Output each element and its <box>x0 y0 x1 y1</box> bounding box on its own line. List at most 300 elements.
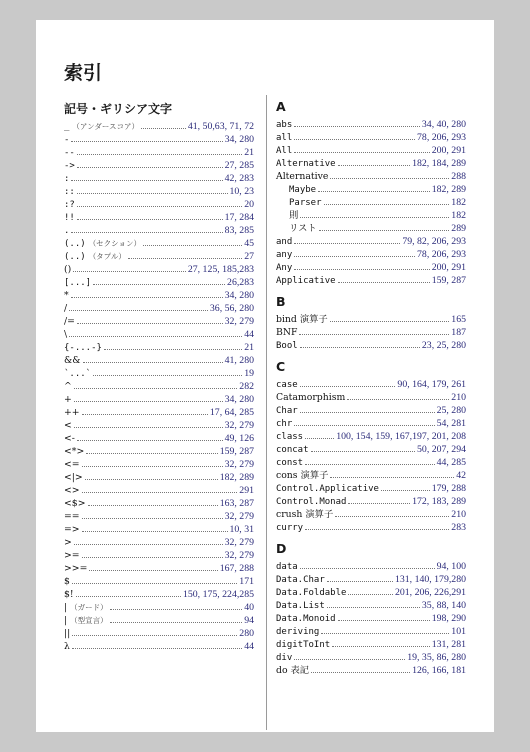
index-entry <box>64 523 254 536</box>
leader-dots <box>85 471 218 480</box>
entry-pages: 210 <box>451 509 466 520</box>
entry-pages: 23, 25, 280 <box>421 340 466 351</box>
index-entry <box>276 469 466 482</box>
index-entry <box>276 482 466 495</box>
entry-term: >= <box>64 550 80 561</box>
leader-dots <box>110 614 243 623</box>
entry-pages: 90, 164, 179, 261 <box>397 379 466 390</box>
leader-dots <box>77 146 242 155</box>
index-entry <box>64 497 254 510</box>
index-entry <box>276 612 466 625</box>
leader-dots <box>104 341 242 350</box>
index-subentry <box>276 196 466 209</box>
leader-dots <box>83 354 223 363</box>
entry-pages: 27, 125, 185,283 <box>187 264 254 275</box>
entry-pages: 187 <box>451 327 466 338</box>
leader-dots <box>86 445 217 454</box>
entry-term: const <box>276 458 304 468</box>
entry-term: {-...-} <box>64 343 102 353</box>
entry-pages: 21 <box>244 342 254 353</box>
index-entry <box>64 510 254 523</box>
entry-term: <$> <box>64 498 86 509</box>
index-entry <box>276 521 466 534</box>
leader-dots <box>348 495 410 504</box>
leader-dots <box>93 276 225 285</box>
leader-dots <box>74 380 238 389</box>
entry-term: Alternative <box>276 159 336 169</box>
entry-term: crush 演算子 <box>276 509 334 520</box>
index-section-c <box>276 356 466 534</box>
leader-dots <box>311 664 410 673</box>
entry-pages: 210 <box>451 392 466 403</box>
index-entry <box>276 274 466 287</box>
leader-dots <box>300 339 420 348</box>
leader-dots <box>74 419 223 428</box>
entry-term: && <box>64 355 81 366</box>
entry-term: abs <box>276 120 293 130</box>
entry-term: >>= <box>64 563 88 574</box>
leader-dots <box>128 250 242 259</box>
leader-dots <box>77 198 242 207</box>
entry-pages: 172, 183, 289 <box>412 496 466 507</box>
leader-dots <box>299 326 449 335</box>
entry-pages: 291 <box>239 485 254 496</box>
leader-dots <box>319 222 450 231</box>
entry-term: [...] <box>64 278 92 288</box>
leader-dots <box>73 263 186 272</box>
index-entry <box>276 235 466 248</box>
leader-dots <box>82 510 223 519</box>
symbols-section-title: 記号・ギリシア文字 <box>64 102 173 116</box>
entry-pages: 50, 207, 294 <box>417 444 466 455</box>
entry-term: div <box>276 653 293 663</box>
entry-term: cons 演算子 <box>276 470 329 481</box>
leader-dots <box>71 172 222 181</box>
index-entry <box>276 430 466 443</box>
entry-pages: 32, 279 <box>224 316 254 327</box>
entry-pages: 79, 82, 206, 293 <box>402 236 466 247</box>
entry-term: chr <box>276 419 293 429</box>
entry-pages: 289 <box>451 223 466 234</box>
entry-term: BNF <box>276 327 298 338</box>
entry-term: Applicative <box>276 276 336 286</box>
entry-term: ^ <box>64 381 72 392</box>
entry-note: （型宣言） <box>70 616 108 625</box>
entry-pages: 10, 23 <box>229 186 254 197</box>
index-entry <box>64 367 254 380</box>
entry-term: : <box>64 174 70 184</box>
index-entry <box>276 638 466 651</box>
index-entry <box>276 456 466 469</box>
entry-note: （タプル） <box>88 252 126 261</box>
leader-dots <box>71 289 223 298</box>
entry-term: < <box>64 420 72 431</box>
entry-pages: 78, 206, 293 <box>417 132 466 143</box>
leader-dots <box>327 573 393 582</box>
entry-term: 則 <box>289 210 299 221</box>
leader-dots <box>330 469 454 478</box>
leader-dots <box>110 601 243 610</box>
entry-term: /= <box>64 316 75 327</box>
entry-pages: 17, 284 <box>224 212 254 223</box>
leader-dots <box>88 497 218 506</box>
entry-pages: 182, 289 <box>219 472 254 483</box>
leader-dots <box>141 120 186 129</box>
entry-term: Char <box>276 406 298 416</box>
entry-pages: 165 <box>451 314 466 325</box>
leader-dots <box>93 367 242 376</box>
entry-pages: 94 <box>244 615 254 626</box>
leader-dots <box>294 261 429 270</box>
entry-term: Data.Char <box>276 575 325 585</box>
index-entry <box>64 159 254 172</box>
page-title: 索引 <box>64 62 103 84</box>
leader-dots <box>321 625 449 634</box>
entry-pages: 167, 288 <box>219 563 254 574</box>
entry-pages: 40 <box>244 602 254 613</box>
index-entry <box>276 313 466 326</box>
index-entry <box>64 341 254 354</box>
index-entry <box>64 250 254 263</box>
entry-term: Maybe <box>289 185 317 195</box>
entry-term: \ <box>64 329 68 340</box>
entry-term: case <box>276 380 298 390</box>
entry-pages: 34, 280 <box>224 134 254 145</box>
leader-dots <box>72 640 242 649</box>
leader-dots <box>77 211 223 220</box>
entry-term: Catamorphism <box>276 392 346 403</box>
leader-dots <box>332 638 430 647</box>
entry-term: == <box>64 511 80 522</box>
index-entry <box>64 575 254 588</box>
entry-pages: 25, 280 <box>436 405 466 416</box>
entry-term: | <box>64 615 68 626</box>
entry-pages: 200, 291 <box>431 262 466 273</box>
index-entry <box>276 625 466 638</box>
index-page <box>36 20 494 732</box>
entry-pages: 19, 35, 86, 280 <box>407 652 466 663</box>
index-entry <box>276 560 466 573</box>
index-entry <box>276 664 466 677</box>
index-entry <box>64 614 254 627</box>
leader-dots <box>294 118 420 127</box>
entry-term: λ <box>64 641 70 652</box>
entry-pages: 101 <box>451 626 466 637</box>
entry-term: Bool <box>276 341 298 351</box>
index-entry <box>276 157 466 170</box>
leader-dots <box>82 458 223 467</box>
index-entry <box>64 211 254 224</box>
entry-term: -- <box>64 148 75 158</box>
entry-pages: 182, 184, 289 <box>412 158 466 169</box>
entry-term: Parser <box>289 198 322 208</box>
entry-pages: 21 <box>244 147 254 158</box>
entry-term: ++ <box>64 407 80 418</box>
index-entry <box>64 120 254 133</box>
leader-dots <box>77 315 223 324</box>
index-entry <box>64 562 254 575</box>
index-entry <box>64 484 254 497</box>
leader-dots <box>300 209 449 218</box>
entry-pages: 126, 166, 181 <box>412 665 466 676</box>
entry-term: all <box>276 133 293 143</box>
leader-dots <box>294 131 415 140</box>
leader-dots <box>318 183 430 192</box>
entry-term: - <box>64 135 70 145</box>
index-entry <box>276 118 466 131</box>
index-subentry <box>276 183 466 196</box>
leader-dots <box>82 484 238 493</box>
entry-pages: 42, 283 <box>224 173 254 184</box>
entry-pages: 201, 206, 226,291 <box>394 587 466 598</box>
entry-pages: 150, 175, 224,285 <box>182 589 254 600</box>
index-entry <box>64 354 254 367</box>
index-entry <box>64 458 254 471</box>
entry-pages: 288 <box>451 171 466 182</box>
entry-term: All <box>276 146 293 156</box>
symbols-column <box>64 96 254 653</box>
index-entry <box>276 326 466 339</box>
entry-pages: 44 <box>244 641 254 652</box>
leader-dots <box>74 393 223 402</box>
entry-note: （セクション） <box>88 239 142 248</box>
entry-pages: 32, 279 <box>224 511 254 522</box>
leader-dots <box>338 274 430 283</box>
index-entry <box>64 276 254 289</box>
index-entry <box>64 601 254 614</box>
symbols-entry-list <box>64 120 254 653</box>
index-entry <box>276 170 466 183</box>
entry-term: deriving <box>276 627 320 637</box>
entry-pages: 49, 126 <box>224 433 254 444</box>
section-letter: C <box>276 359 286 374</box>
entry-term: and <box>276 237 293 247</box>
leader-dots <box>294 144 429 153</box>
leader-dots <box>89 562 217 571</box>
leader-dots <box>300 404 435 413</box>
entry-term: <|> <box>64 472 83 483</box>
index-section-d <box>276 538 466 677</box>
entry-note: （ガード） <box>70 603 108 612</box>
section-letter: D <box>276 541 287 556</box>
index-entry <box>64 328 254 341</box>
leader-dots <box>143 237 242 246</box>
leader-dots <box>300 378 396 387</box>
leader-dots <box>77 432 223 441</box>
index-entry <box>64 419 254 432</box>
leader-dots <box>74 536 223 545</box>
entry-pages: 10, 31 <box>229 524 254 535</box>
entry-pages: 27 <box>244 251 254 262</box>
index-entry <box>276 248 466 261</box>
leader-dots <box>305 430 334 439</box>
entry-pages: 182 <box>451 210 466 221</box>
entry-pages: 282 <box>239 381 254 392</box>
index-entry <box>64 263 254 276</box>
entry-term: $ <box>64 576 70 587</box>
leader-dots <box>324 196 450 205</box>
entry-pages: 159, 287 <box>219 446 254 457</box>
index-entry <box>276 417 466 430</box>
index-entry <box>64 172 254 185</box>
entry-term: + <box>64 394 72 405</box>
index-entry <box>64 432 254 445</box>
entry-pages: 45 <box>244 238 254 249</box>
entry-pages: 34, 280 <box>224 290 254 301</box>
index-entry <box>64 445 254 458</box>
entry-pages: 20 <box>244 199 254 210</box>
index-entry <box>64 224 254 237</box>
entry-term: any <box>276 250 293 260</box>
entry-term: <*> <box>64 446 85 457</box>
entry-term: || <box>64 628 71 639</box>
entry-pages: 34, 280 <box>224 394 254 405</box>
entry-note: （アンダースコア） <box>72 122 139 131</box>
index-entry <box>64 588 254 601</box>
entry-pages: 35, 88, 140 <box>421 600 466 611</box>
entry-pages: 27, 285 <box>224 160 254 171</box>
leader-dots <box>381 482 430 491</box>
leader-dots <box>338 157 411 166</box>
entry-pages: 32, 279 <box>224 550 254 561</box>
entry-term: class <box>276 432 304 442</box>
entry-pages: 36, 56, 280 <box>209 303 254 314</box>
entry-term: Data.Monoid <box>276 614 336 624</box>
entry-pages: 32, 279 <box>224 459 254 470</box>
index-entry <box>64 198 254 211</box>
entry-pages: 17, 64, 285 <box>209 407 254 418</box>
leader-dots <box>77 159 223 168</box>
index-entry <box>276 378 466 391</box>
entry-term: / <box>64 303 68 314</box>
leader-dots <box>330 313 450 322</box>
entry-term: | <box>64 602 68 613</box>
leader-dots <box>294 417 434 426</box>
entry-term: (..) <box>64 252 86 262</box>
index-entry <box>276 131 466 144</box>
entry-pages: 163, 287 <box>219 498 254 509</box>
leader-dots <box>311 443 416 452</box>
leader-dots <box>327 599 420 608</box>
entry-term: concat <box>276 445 309 455</box>
entry-term: Control.Monad <box>276 497 347 507</box>
leader-dots <box>69 328 242 337</box>
leader-dots <box>72 627 237 636</box>
index-entry <box>64 289 254 302</box>
index-entry <box>64 185 254 198</box>
leader-dots <box>71 224 222 233</box>
index-entry <box>276 508 466 521</box>
entry-pages: 198, 290 <box>431 613 466 624</box>
index-entry <box>276 495 466 508</box>
leader-dots <box>72 575 237 584</box>
entry-pages: 182, 289 <box>431 184 466 195</box>
entry-term: Data.List <box>276 601 325 611</box>
index-entry <box>64 536 254 549</box>
entry-term: <= <box>64 459 80 470</box>
index-entry <box>276 651 466 664</box>
leader-dots <box>294 651 405 660</box>
entry-pages: 32, 279 <box>224 420 254 431</box>
leader-dots <box>71 133 222 142</box>
entry-term: !! <box>64 213 75 223</box>
index-entry <box>276 573 466 586</box>
leader-dots <box>294 235 400 244</box>
index-entry <box>276 144 466 157</box>
entry-term: () <box>64 264 72 275</box>
entry-term: Any <box>276 263 293 273</box>
entry-pages: 54, 281 <box>436 418 466 429</box>
index-entry <box>64 549 254 562</box>
leader-dots <box>82 523 228 532</box>
entry-term: digitToInt <box>276 640 331 650</box>
entry-term: -> <box>64 161 75 171</box>
entry-term: curry <box>276 523 304 533</box>
entry-pages: 179, 288 <box>431 483 466 494</box>
entry-term: * <box>64 290 69 301</box>
entry-pages: 280 <box>239 628 254 639</box>
entry-pages: 42 <box>456 470 466 481</box>
index-entry <box>64 302 254 315</box>
leader-dots <box>294 248 415 257</box>
index-entry <box>276 443 466 456</box>
entry-pages: 34, 40, 280 <box>421 119 466 130</box>
entry-term: data <box>276 562 298 572</box>
leader-dots <box>330 170 449 179</box>
index-entry <box>276 404 466 417</box>
entry-pages: 41, 280 <box>224 355 254 366</box>
entry-term: => <box>64 524 80 535</box>
leader-dots <box>76 588 181 597</box>
section-letter: B <box>276 294 286 309</box>
entry-pages: 44, 285 <box>436 457 466 468</box>
entry-pages: 78, 206, 293 <box>417 249 466 260</box>
entry-term: $! <box>64 589 74 600</box>
index-entry <box>64 146 254 159</box>
leader-dots <box>300 560 435 569</box>
entry-term: Control.Applicative <box>276 484 379 494</box>
index-entry <box>276 599 466 612</box>
entry-term: _ <box>64 122 70 132</box>
entry-pages: 283 <box>451 522 466 533</box>
entry-term: <- <box>64 433 75 444</box>
entry-term: :? <box>64 200 75 210</box>
entry-pages: 100, 154, 159, 167,197, 201, 208 <box>336 431 466 442</box>
entry-pages: 19 <box>244 368 254 379</box>
leader-dots <box>305 456 435 465</box>
index-section-b <box>276 291 466 352</box>
leader-dots <box>305 521 449 530</box>
index-entry <box>276 339 466 352</box>
entry-pages: 171 <box>239 576 254 587</box>
index-entry <box>64 133 254 146</box>
entry-pages: 26,283 <box>227 277 254 288</box>
entry-pages: 182 <box>451 197 466 208</box>
section-letter: A <box>276 99 286 114</box>
entry-pages: 131, 281 <box>431 639 466 650</box>
index-entry <box>64 406 254 419</box>
index-entry <box>64 471 254 484</box>
entry-term: `...` <box>64 369 92 379</box>
letters-column <box>276 96 466 677</box>
entry-term: Data.Foldable <box>276 588 347 598</box>
index-entry <box>276 586 466 599</box>
leader-dots <box>77 185 228 194</box>
entry-term: <> <box>64 485 80 496</box>
entry-term: > <box>64 537 72 548</box>
leader-dots <box>348 586 393 595</box>
entry-pages: 41, 50,63, 71, 72 <box>187 121 254 132</box>
